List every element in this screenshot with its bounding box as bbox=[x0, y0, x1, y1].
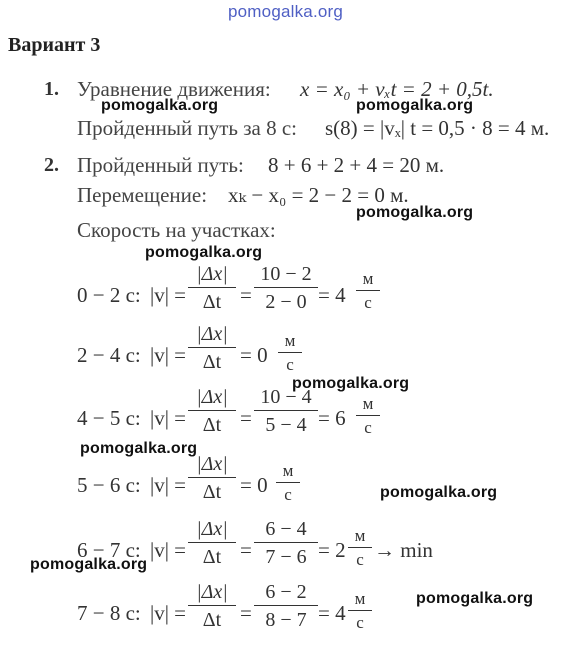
value-fraction: $\frac{10 - 2}{2 - 0}$ bbox=[254, 261, 318, 316]
problem-2-path-label: Пройденный путь: bbox=[77, 153, 244, 177]
segment-interval: 7 − 8 с: bbox=[77, 601, 141, 625]
value-fraction: $\frac{6 - 2}{8 - 7}$ bbox=[254, 579, 318, 634]
segment-speed-symbol: |v| = bbox=[150, 538, 187, 562]
unit-fraction: м с bbox=[356, 393, 380, 440]
segment-result: = 6 bbox=[318, 406, 346, 430]
watermark-top: pomogalka.org bbox=[228, 2, 344, 21]
problem-2-number: 2. bbox=[44, 154, 59, 176]
problem-2-path-formula: 8 + 6 + 2 + 4 = 20 м. bbox=[268, 153, 445, 177]
equals-sign: = bbox=[240, 406, 252, 430]
problem-1-motion-formula: x = x₀ + vₓt = 2 + 0,5t. bbox=[300, 77, 494, 101]
problem-2-speeds-label: Скорость на участках: bbox=[77, 218, 276, 242]
watermark: pomogalka.org bbox=[101, 97, 219, 114]
watermark: pomogalka.org bbox=[380, 484, 498, 501]
delta-fraction: $\frac{|\Delta x|}{\Delta t}$ bbox=[188, 516, 236, 571]
unit-fraction: м с bbox=[356, 268, 380, 315]
watermark: pomogalka.org bbox=[292, 375, 410, 392]
value-fraction: $\frac{6 - 4}{7 - 6}$ bbox=[254, 516, 318, 571]
equals-sign: = bbox=[240, 538, 252, 562]
segment-speed-symbol: |v| = bbox=[150, 601, 187, 625]
segment-result: = 2 bbox=[318, 538, 346, 562]
problem-2-displacement-label: Перемещение: bbox=[77, 183, 208, 207]
segment-interval: 6 − 7 с: bbox=[77, 538, 141, 562]
unit-fraction: м с bbox=[348, 588, 372, 635]
equals-sign: = bbox=[240, 283, 252, 307]
segment-result: = 0 bbox=[240, 473, 268, 497]
segment-interval: 5 − 6 с: bbox=[77, 473, 141, 497]
segment-interval: 4 − 5 с: bbox=[77, 406, 141, 430]
watermark: pomogalka.org bbox=[80, 440, 198, 457]
watermark: pomogalka.org bbox=[416, 590, 534, 607]
delta-fraction: $\frac{|\Delta x|}{\Delta t}$ bbox=[188, 451, 236, 506]
segment-result: = 4 bbox=[318, 601, 346, 625]
equals-sign: = bbox=[240, 601, 252, 625]
segment-speed-symbol: |v| = bbox=[150, 283, 187, 307]
watermark: pomogalka.org bbox=[356, 204, 474, 221]
problem-1-number: 1. bbox=[44, 78, 59, 100]
watermark: pomogalka.org bbox=[356, 97, 474, 114]
min-annotation: → min bbox=[374, 538, 433, 562]
variant-title: Вариант 3 bbox=[8, 34, 101, 56]
problem-2-displacement-formula: xₖ − x₀ = 2 − 2 = 0 м. bbox=[228, 183, 409, 207]
delta-fraction: $\frac{|\Delta x|}{\Delta t}$ bbox=[188, 579, 236, 634]
segment-result: = 4 bbox=[318, 283, 346, 307]
unit-fraction: м с bbox=[276, 460, 300, 507]
segment-speed-symbol: |v| = bbox=[150, 406, 187, 430]
delta-fraction: $\frac{|\Delta x|}{\Delta t}$ bbox=[188, 261, 236, 316]
problem-1-path-label: Пройденный путь за 8 с: bbox=[77, 116, 297, 140]
problem-1-motion-label: Уравнение движения: bbox=[77, 77, 271, 101]
value-fraction: $\frac{10 - 4}{5 - 4}$ bbox=[254, 384, 318, 439]
watermark: pomogalka.org bbox=[145, 244, 263, 261]
segment-result: = 0 bbox=[240, 343, 268, 367]
segment-interval: 0 − 2 с: bbox=[77, 283, 141, 307]
watermark: pomogalka.org bbox=[30, 556, 148, 573]
unit-fraction: м с bbox=[278, 330, 302, 377]
segment-speed-symbol: |v| = bbox=[150, 473, 187, 497]
segment-interval: 2 − 4 с: bbox=[77, 343, 141, 367]
delta-fraction: $\frac{|\Delta x|}{\Delta t}$ bbox=[188, 321, 236, 376]
unit-fraction: м с bbox=[348, 525, 372, 572]
problem-1-path-formula: s(8) = |vₓ| t = 0,5 · 8 = 4 м. bbox=[325, 116, 550, 140]
segment-speed-symbol: |v| = bbox=[150, 343, 187, 367]
delta-fraction: $\frac{|\Delta x|}{\Delta t}$ bbox=[188, 384, 236, 439]
